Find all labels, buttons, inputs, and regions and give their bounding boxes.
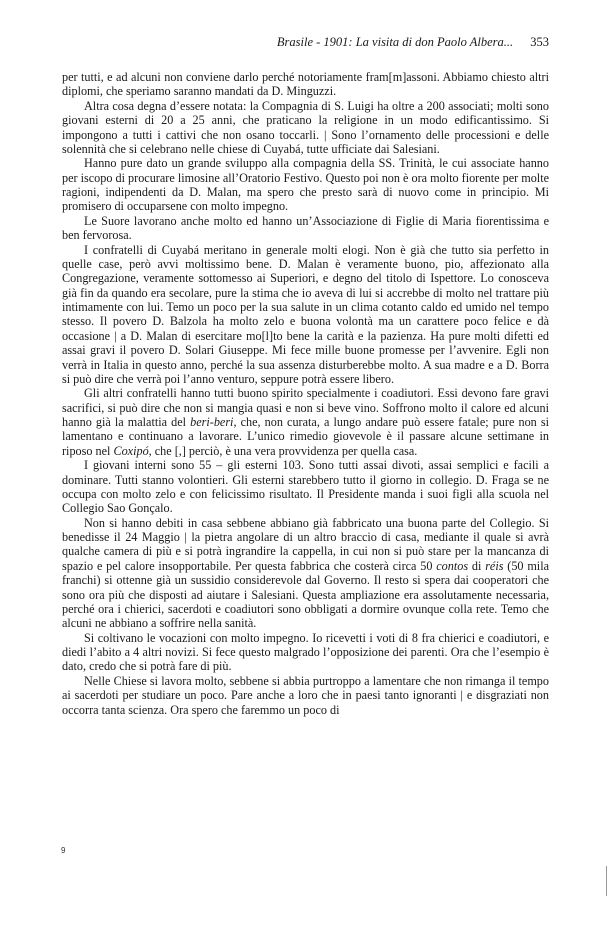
italic-term: Coxipó,	[113, 443, 152, 458]
italic-term: contos	[436, 558, 469, 573]
paragraph	[62, 156, 549, 214]
paragraph	[62, 243, 549, 387]
text-run: che [,] perciò, è una vera provvidenza per quella casa.	[151, 443, 418, 458]
text-run: Le Suore lavorano anche molto ed hanno un’Associazione di Figlie di Maria fiorentissima e ben fervorosa.	[62, 213, 549, 243]
paragraph	[62, 386, 549, 458]
text-run: Gli altri confratelli hanno tutti buono spirito specialmente i coadiutori. Essi devono fare gravi sacrifici, si può dire che non si mangia quasi e non si beve vino. Soffrono molto il calore ed alcuni hanno già la malattia del	[62, 386, 549, 429]
gathering-marker: 9	[61, 846, 66, 855]
italic-term: réis	[485, 558, 504, 573]
paragraph	[62, 516, 549, 631]
text-run: I confratelli di Cuyabá meritano in generale molti elogi. Non è già che tutto sia perfetto in quelle case, però avvi moltissimo bene. D. Malan è veramente buono, pio, affezionato alla Congregazione, veramente sottomesso ai Superiori, e degno del titolo di Ispettore. Lo conosceva già fin da quando era secolare, pure la stima che io aveva di lui si accrebbe di molto nel trattare più intimamente con lui. Temo un poco per la sua salute in un clima cotanto caldo ed umido nel tempo stesso. Il povero D. Balzola ha molto zelo e buona volontà ma un carattere poco felice e dà occasione | a D. Malan di esercitare mo[l]to bene la carità e la pazienza. Ha pure molti difetti ed assai gravi il povero D. Solari Giuseppe. Mi fece mille buone promesse per l’avvenire. Egli non verrà in Italia in questo anno, perché la sua assenza disturberebbe molto. A sua madre e a D. Borra si può dire che verrà poi l’anno venturo, seppure potrà essere libero.	[62, 242, 549, 386]
page-header	[62, 35, 549, 51]
text-run: Nelle Chiese si lavora molto, sebbene si abbia purtroppo a lamentare che non rimanga il tempo ai sacerdoti per studiare un poco. Pare anche a loro che in paesi tanto ignoranti | e disgraziati non occorra tanta scienza. Ora spero che faremmo un poco di	[62, 673, 549, 717]
paragraph	[62, 70, 549, 99]
text-run: Non si hanno debiti in casa sebbene abbiano già fabbricato una buona parte del Collegio. Si benedisse il 24 Maggio | la pietra angolare di un altro braccio di casa, mediante il quale si avrà qualche camera di più e si potrà ingrandire la cappella, in cui non si può stare per la mancanza di spazio e pel calore insopportabile. Per questa fabbrica che costerà circa 50	[62, 515, 549, 573]
paragraph	[62, 214, 549, 243]
page-number: 353	[530, 35, 549, 49]
text-run: che, non curata, a lungo andare può essere fatale; pure non si lamentano e continuano a lavorare. L’unico rimedio giovevole è il passare alcune settimane in riposo nel	[62, 415, 549, 458]
paragraph	[62, 674, 549, 717]
text-run: I giovani interni sono 55 – gli esterni 103. Sono tutti assai divoti, assai semplici e facili a dominare. Tutti stanno volontieri. Gli esterni starebbero tutto il giorno in collegio. D. Fraga se ne occupa con molto zelo e con felicissimo risultato. Il Presidente manda i suoi figli alla scuola nel Collegio Sao Gonçalo.	[62, 458, 549, 516]
text-run: di	[468, 558, 486, 573]
text-run: (50 mila franchi) si ottenne già un sussidio considerevole dal Governo. Il resto si spera dai cooperatori che sono ora più che disposti ad aiutare i Salesiani. Questa ampliazione era assolutamente necessaria, perché ora i chierici, sacerdoti e coadiutori sono obbligati a dormire ovunque colla rete. Temo che alcuni ne abbiano a soffrire nella sanità.	[62, 558, 549, 631]
text-run: Si coltivano le vocazioni con molto impegno. Io ricevetti i voti di 8 fra chierici e coadiutori, e diedi l’abito a 4 altri novizi. Si fece questo malgrado l’opposizione dei parenti. Ora che l’esempio è dato, credo che si potrà fare di più.	[62, 630, 549, 674]
text-run: Hanno pure dato un grande sviluppo alla compagnia della SS. Trinità, le cui associate hanno per iscopo di procurare limosine all’Oratorio Festivo. Questo poi non è ora molto fiorente per molte ragioni, indipendenti da D. Malan, ma spero che presto sarà di nuovo come in principio. Mi promisero di occuparsene con molto impegno.	[62, 156, 549, 214]
italic-term: beri-beri,	[190, 415, 237, 429]
edge-mark	[606, 866, 607, 896]
paragraph	[62, 631, 549, 674]
text-run: per tutti, e ad alcuni non conviene darlo perché notoriamente fram[m]assoni. Abbiamo chiesto altri diplomi, che speriamo saranno mandati da D. Minguzzi.	[62, 70, 549, 99]
running-title: Brasile - 1901: La visita di don Paolo Albera...	[276, 35, 514, 49]
paragraph	[62, 99, 549, 157]
body-text	[62, 70, 549, 717]
paragraph	[62, 458, 549, 516]
text-run: Altra cosa degna d’essere notata: la Compagnia di S. Luigi ha oltre a 200 associati; molti sono giovani esterni di 20 a 25 anni, che praticano la religione in un modo edificantissimo. Si impongono a tutti i cattivi che non osano toccarli. | Sono l’ornamento delle processioni e delle solennità che si celebrano nelle chiese di Cuyabá, tutte ufficiate dai Salesiani.	[62, 98, 549, 156]
